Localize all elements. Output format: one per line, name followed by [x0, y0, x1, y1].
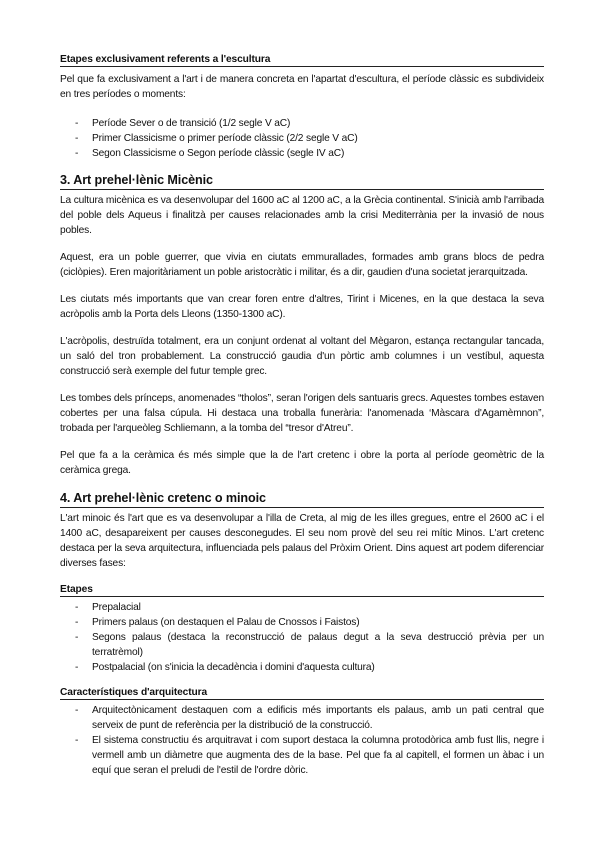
heading-section-4: 4. Art prehel·lènic cretenc o minoic: [60, 491, 544, 508]
heading-etapes: Etapes: [60, 584, 544, 597]
paragraph-micenic-5: Les tombes dels prínceps, anomenades “tholos”, seran l'origen dels santuaris grecs. Aquestes tombes estaven cobertes per una falsa cúpula. Hi destaca una troballa funerària: l'anomenada ‘Màscara d'Agamèmnon”, trobada per l'arqueòleg Schliemann, a la tomba del “tresor d'Atreu”.: [60, 393, 544, 434]
list-etapes: [60, 600, 544, 675]
list-item: - Arquitectònicament destaquen com a edificis més importants els palaus, amb un pati central que serveix de punt de referència per la distribució de la construcció.: [60, 703, 544, 733]
paragraph-micenic-3: Les ciutats més importants que van crear foren entre d'altres, Tirint i Micenes, en la que destaca la seva acròpolis amb la Porta dels Lleons (1350-1300 aC).: [60, 294, 544, 320]
paragraph-minoic-intro: L'art minoic és l'art que es va desenvolupar a l'illa de Creta, al mig de les illes gregues, entre el 2600 aC i el 1400 aC, desapareixent per causes desconegudes. El seu nom provè del seu rei mític Minos. L'art cretenc destaca per la seva arquitectura, influenciada pels palaus del Pròxim Orient. Dins aquest art podem diferenciar diverses fases:: [60, 513, 544, 569]
list-item: - Prepalacial: [60, 600, 544, 615]
paragraph-micenic-4: L'acròpolis, destruïda totalment, era un conjunt ordenat al voltant del Mègaron, estança rectangular tancada, un saló del tron probablement. La construcció gaudia d'un pòrtic amb columnes i un vestíbul, aquesta construcció serà exemple del futur temple grec.: [60, 336, 544, 377]
list-item: - Primer Classicisme o primer període clàssic (2/2 segle V aC): [60, 131, 544, 146]
list-item: - Postpalacial (on s'inicia la decadència i domini d'aquesta cultura): [60, 660, 544, 675]
list-item: - El sistema constructiu és arquitravat i com suport destaca la columna protodòrica amb fust llis, negre i vermell amb un diàmetre que augmenta des de la base. Pel que fa al capitell, el formen un àbac i un equí que seran el preludi de l'estil de l'ordre dòric.: [60, 733, 544, 778]
list-item: - Període Sever o de transició (1/2 segle V aC): [60, 116, 544, 131]
heading-arquitectura: Característiques d'arquitectura: [60, 687, 544, 700]
heading-escultura: Etapes exclusivament referents a l'escultura: [60, 54, 544, 67]
paragraph-micenic-6: Pel que fa a la ceràmica és més simple que la de l'art cretenc i obre la porta al període geomètric de la ceràmica grega.: [60, 450, 544, 476]
list-item: - Segon Classicisme o Segon període clàssic (segle IV aC): [60, 146, 544, 161]
list-escultura: [60, 116, 544, 161]
heading-section-3: 3. Art prehel·lènic Micènic: [60, 173, 544, 190]
paragraph-micenic-1: La cultura micènica es va desenvolupar del 1600 aC al 1200 aC, a la Grècia continental. S'inicià amb l'arribada del poble dels Aqueus i finalitzà per causes relacionades amb la crisi Mediterrània per la invasió de nous pobles.: [60, 195, 544, 236]
list-arquitectura: [60, 703, 544, 778]
paragraph-escultura-intro: Pel que fa exclusivament a l'art i de manera concreta en l'apartat d'escultura, el període clàssic es subdivideix en tres períodes o moments:: [60, 74, 544, 100]
list-item: - Primers palaus (on destaquen el Palau de Cnossos i Faistos): [60, 615, 544, 630]
list-item: - Segons palaus (destaca la reconstrucció de palaus degut a la seva destrucció prèvia per un terratrèmol): [60, 630, 544, 660]
paragraph-micenic-2: Aquest, era un poble guerrer, que vivia en ciutats emmurallades, formades amb grans blocs de pedra (ciclòpies). Eren majoritàriament un poble aristocràtic i militar, és a dir, gaudien d'una societat jerarquitzada.: [60, 252, 544, 278]
document-page: [60, 54, 544, 778]
